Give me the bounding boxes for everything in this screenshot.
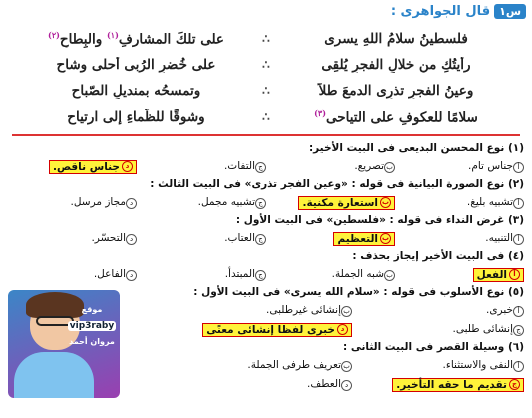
answer-option[interactable] <box>266 160 395 173</box>
option-content <box>49 160 137 174</box>
option-text: الفاعل. <box>93 268 126 280</box>
option-text: الفعل <box>476 268 507 281</box>
option-letter-icon: ب <box>341 306 352 317</box>
option-text: تشبيه بليغ. <box>466 196 513 208</box>
question-title: (٣) غرض النداء فى قوله : «فلسطين» فى البيت الأول : <box>235 214 524 226</box>
option-text: النفى والاستثناء. <box>442 359 513 371</box>
answer-option[interactable] <box>180 304 352 317</box>
option-letter-icon: ب <box>341 361 352 372</box>
option-content <box>70 196 137 209</box>
answer-option[interactable] <box>137 196 266 209</box>
option-letter-icon: أ <box>513 162 524 173</box>
verse-first-hemistich: فلسطينُ سلامُ اللهِ يسرى <box>324 31 468 47</box>
answer-option-highlighted[interactable] <box>8 160 137 174</box>
watermark-text: موقع vip3raby مروان أحمد <box>69 305 115 346</box>
options-row <box>8 157 524 176</box>
option-content <box>392 378 524 392</box>
option-content <box>225 268 266 281</box>
verse-second-hemistich: على تلكَ المشارفِ$^{(١)}$ والبِطاحِ$^{(٢)}$ <box>48 30 224 48</box>
option-content <box>354 160 395 173</box>
answer-option[interactable] <box>352 304 524 317</box>
option-text: استعارة مكنية. <box>302 196 378 209</box>
option-letter-icon: ج <box>255 234 266 245</box>
option-letter-icon: ج <box>255 162 266 173</box>
verse-separator: ∴ <box>262 32 270 46</box>
option-content <box>224 160 266 173</box>
footnote-marker: (٣) <box>314 108 327 119</box>
option-text: التنبيه. <box>485 232 513 244</box>
option-letter-icon: أ <box>513 306 524 317</box>
question-title: (٦) وسيلة القصر فى البيت الثانى : <box>343 341 524 353</box>
option-content <box>298 196 395 210</box>
verse-first-hemistich: سلامًا للعكوفِ على التياحى$^{(٣)}$ <box>314 108 478 126</box>
verse-first-hemistich: رأيتُكِ من خلالِ الفجرِ يُلقِى <box>321 57 471 73</box>
option-content <box>468 160 524 173</box>
answer-option-highlighted[interactable] <box>352 378 524 392</box>
poem <box>14 26 518 130</box>
option-text: المبتدأ. <box>224 268 255 280</box>
answer-option-highlighted[interactable] <box>180 323 352 337</box>
options-row <box>8 265 524 284</box>
option-content <box>486 304 524 317</box>
answer-option[interactable] <box>395 196 524 209</box>
verse-second-hemistich: وشوقًا للظّماءِ إلى ارتياحِ <box>67 109 205 125</box>
option-content <box>452 323 524 336</box>
poem-verse <box>14 104 518 130</box>
option-text: التعظيم <box>337 232 378 245</box>
verse-first-hemistich: وعينُ الفجرِ تذرِى الدمعَ طلاً <box>318 83 474 99</box>
option-text: إنشائى غيرطلبى. <box>266 304 341 316</box>
poem-verse <box>14 78 518 104</box>
question-number-badge: س١ <box>494 4 526 19</box>
answer-option[interactable] <box>180 378 352 391</box>
option-letter-icon: ب <box>384 162 395 173</box>
poem-verse <box>14 26 518 52</box>
option-content <box>307 378 352 391</box>
options-row <box>8 229 524 248</box>
question-title: (٤) فى البيت الأخير إيجاز بحذف : <box>352 250 524 262</box>
option-content <box>91 232 137 245</box>
poem-verse <box>14 52 518 78</box>
option-text: التفات. <box>223 160 255 172</box>
watermark-logo <box>8 290 120 398</box>
option-content <box>198 196 266 209</box>
option-content <box>485 232 524 245</box>
option-text: جناس ناقص. <box>52 160 120 173</box>
option-text: مجاز مرسل. <box>70 196 126 208</box>
answer-option[interactable] <box>137 160 266 173</box>
option-letter-icon: د <box>126 198 137 209</box>
poet-intro: قال الجواهرى : <box>390 4 491 19</box>
answer-option[interactable] <box>137 268 266 281</box>
option-text: التحسّر. <box>91 232 126 244</box>
option-text: العطف. <box>306 378 341 390</box>
footnote-marker: (١) <box>106 30 119 41</box>
question-title: (٥) نوع الأسلوب فى قوله : «سلام الله يسرى» فى البيت الأول : <box>193 286 524 298</box>
option-letter-icon: أ <box>513 198 524 209</box>
option-content <box>332 268 395 281</box>
option-text: تشبيه مجمل. <box>197 196 255 208</box>
option-text: تقديم ما حقه التأخير. <box>396 378 507 391</box>
answer-option[interactable] <box>137 232 266 245</box>
option-content <box>247 359 352 372</box>
option-letter-icon: ب <box>381 234 390 242</box>
answer-option[interactable] <box>266 268 395 281</box>
option-letter-icon: د <box>122 161 133 172</box>
option-text: إنشائى طلبى. <box>452 323 513 335</box>
option-letter-icon: ج <box>509 379 520 390</box>
option-letter-icon: أ <box>513 234 524 245</box>
option-letter-icon: ب <box>384 270 395 281</box>
answer-option[interactable] <box>395 160 524 173</box>
option-letter-icon: د <box>337 324 348 335</box>
option-content <box>202 323 352 337</box>
option-content <box>266 304 352 317</box>
verse-second-hemistich: وتمسحُه بمنديلِ الصّباحِ <box>71 83 201 99</box>
option-text: خبرى. <box>485 304 513 316</box>
answer-option-highlighted[interactable] <box>266 196 395 210</box>
option-letter-icon: ج <box>255 270 266 281</box>
option-letter-icon: أ <box>509 269 520 280</box>
option-content <box>333 232 395 246</box>
answer-option-highlighted[interactable] <box>395 268 524 282</box>
option-text: العتاب. <box>224 232 255 244</box>
answer-option[interactable] <box>352 359 524 372</box>
option-text: تعريف طرفى الجملة. <box>247 359 341 371</box>
option-letter-icon: د <box>341 380 352 391</box>
option-letter-icon: د <box>126 234 137 245</box>
verse-second-hemistich: على خُضرِ الرُبى أحلى وشاحٍ <box>56 57 216 73</box>
footnote-marker: (٢) <box>48 30 60 41</box>
options-row <box>8 193 524 212</box>
verse-separator: ∴ <box>262 58 270 72</box>
option-letter-icon: ج <box>255 198 266 209</box>
option-letter-icon: أ <box>513 361 524 372</box>
option-letter-icon: د <box>126 270 137 281</box>
avatar-shirt <box>14 352 94 398</box>
option-text: شبه الجملة. <box>331 268 384 280</box>
option-text: تصريع. <box>354 160 384 172</box>
option-text: جناس تام. <box>468 160 513 172</box>
section-divider <box>12 134 520 136</box>
option-content <box>473 268 524 282</box>
answer-option[interactable] <box>8 196 137 209</box>
option-text: خبرى لفظا إنشائى معنًى <box>206 323 335 336</box>
answer-option[interactable] <box>395 232 524 245</box>
answer-option[interactable] <box>180 359 352 372</box>
option-content <box>467 196 524 209</box>
option-letter-icon: ج <box>513 325 524 336</box>
question-title: (٢) نوع الصورة البيانية فى قوله : «وعين الفجر تذرى» فى البيت الثالث : <box>150 178 524 190</box>
question-header <box>391 4 526 19</box>
answer-option[interactable] <box>8 232 137 245</box>
answer-option-highlighted[interactable] <box>266 232 395 246</box>
option-content <box>224 232 266 245</box>
answer-option[interactable] <box>8 268 137 281</box>
verse-separator: ∴ <box>262 110 270 124</box>
verse-separator: ∴ <box>262 84 270 98</box>
option-content <box>443 359 524 372</box>
option-letter-icon: ب <box>381 198 390 206</box>
answer-option[interactable] <box>352 323 524 336</box>
question-title: (١) نوع المحسن البديعى فى البيت الأخير: <box>308 142 524 154</box>
option-content <box>94 268 137 281</box>
